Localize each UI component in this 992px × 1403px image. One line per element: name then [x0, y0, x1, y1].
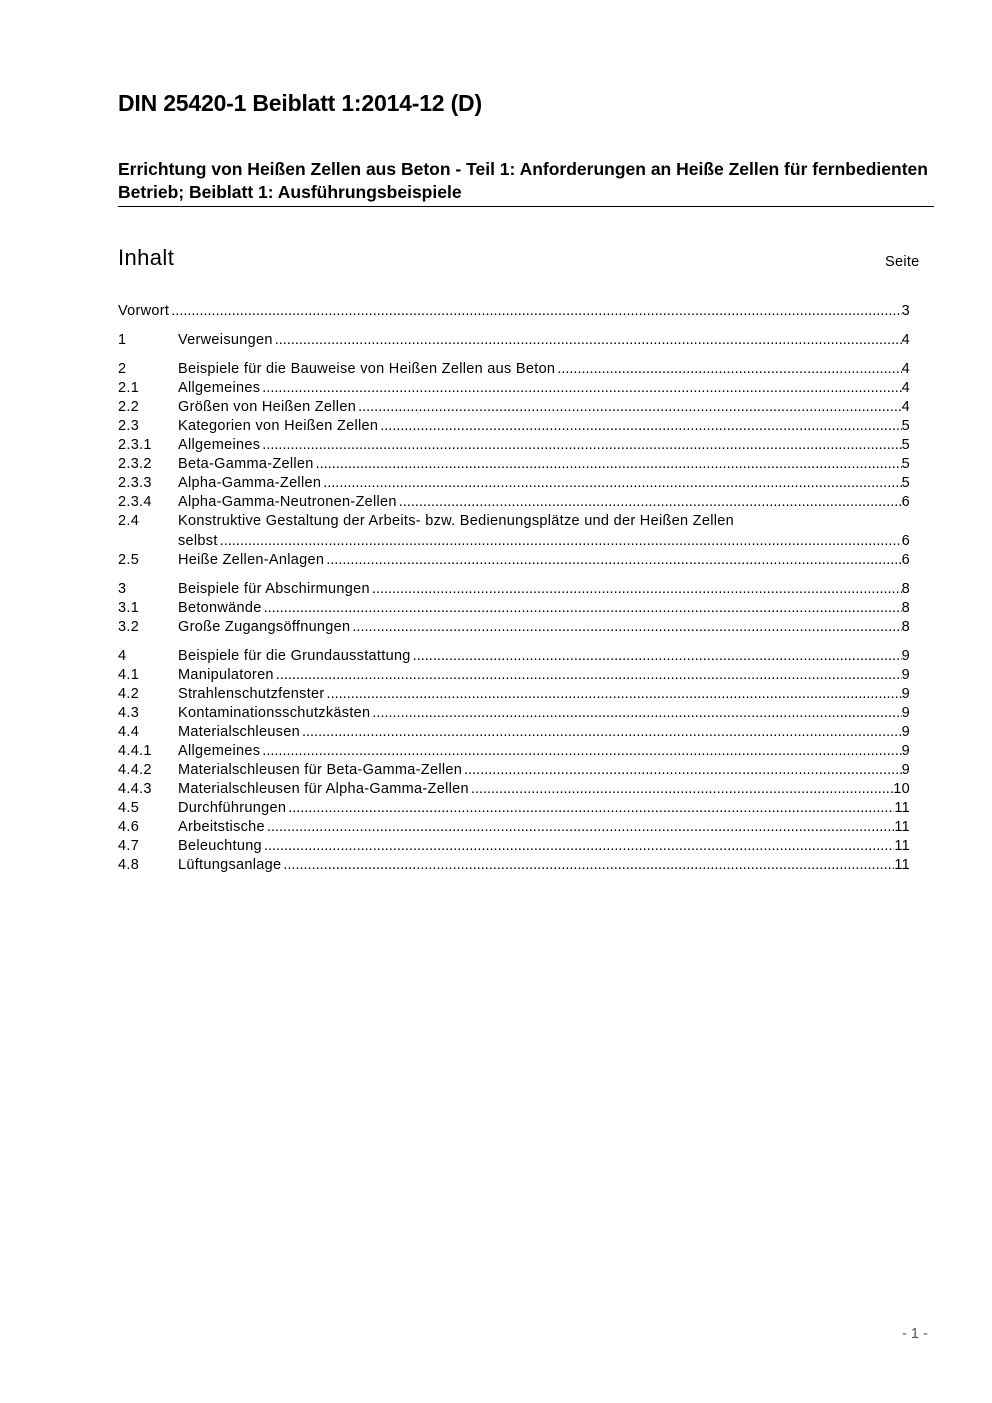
toc-entry-2-5[interactable]	[118, 551, 910, 570]
toc-leader-dots	[557, 360, 901, 379]
toc-entry-number: 4.4.2	[118, 762, 152, 778]
toc-leader-dots	[372, 580, 902, 599]
toc-leader-dots	[262, 379, 901, 398]
toc-entry-4-1[interactable]	[118, 666, 910, 685]
toc-entry-page: 4	[901, 399, 910, 415]
toc-entry-number: 4	[118, 648, 127, 664]
toc-leader-dots	[220, 532, 902, 551]
toc-entry-page: 4	[901, 380, 910, 396]
toc-entry-page: 9	[901, 686, 910, 702]
toc-entry-4-2[interactable]	[118, 685, 910, 704]
toc-leader-dots	[471, 780, 893, 799]
toc-leader-dots	[413, 647, 902, 666]
toc-leader-dots	[326, 551, 901, 570]
toc-entry-3[interactable]	[118, 580, 910, 599]
toc-leader-dots	[380, 417, 901, 436]
toc-entry-page: 4	[901, 361, 910, 377]
toc-entry-4[interactable]	[118, 647, 910, 666]
toc-entry-4-4-3[interactable]	[118, 780, 910, 799]
toc-entry-2-3-3[interactable]	[118, 474, 910, 493]
toc-entry-number: 4.1	[118, 667, 140, 683]
toc-entry-page: 11	[894, 857, 910, 873]
toc-leader-dots	[464, 761, 902, 780]
toc-heading: Inhalt	[118, 245, 175, 270]
toc-leader-dots	[262, 742, 901, 761]
toc-entry-number: 2.2	[118, 399, 140, 415]
toc-entry-title: Beispiele für Abschirmungen	[178, 581, 370, 597]
toc-entry-title: Arbeitstische	[178, 819, 265, 835]
toc-leader-dots	[283, 856, 894, 875]
toc-entry-number: 3.2	[118, 619, 140, 635]
toc-entry-page: 9	[901, 648, 910, 664]
toc-entry-page: 9	[901, 724, 910, 740]
toc-entry-2-2[interactable]	[118, 398, 910, 417]
toc-leader-dots	[327, 685, 902, 704]
toc-entry-title: Konstruktive Gestaltung der Arbeits- bzw. Bedienungsplätze und der Heißen Zellen	[178, 513, 734, 529]
toc-leader-dots	[323, 474, 901, 493]
toc-entry-page: 9	[901, 743, 910, 759]
toc-leader-dots	[316, 455, 902, 474]
toc-leader-dots	[264, 599, 902, 618]
toc-entry-4-3[interactable]	[118, 704, 910, 723]
toc-entry-title: Vorwort	[118, 303, 170, 319]
toc-entry-number: 2.3	[118, 418, 140, 434]
toc-entry-4-7[interactable]	[118, 837, 910, 856]
toc-entry-2-4[interactable]	[118, 512, 910, 531]
toc-entry-page: 8	[901, 581, 910, 597]
toc-entry-number: 2.1	[118, 380, 140, 396]
toc-entry-4-4[interactable]	[118, 723, 910, 742]
toc-entry-number: 4.4.1	[118, 743, 152, 759]
toc-entry-page: 6	[901, 552, 910, 568]
toc-entry-2-1[interactable]	[118, 379, 910, 398]
toc-entry-4-5[interactable]	[118, 799, 910, 818]
toc-entry-title: Beta-Gamma-Zellen	[178, 456, 314, 472]
toc-entry-number: 2	[118, 361, 127, 377]
toc-leader-dots	[276, 666, 902, 685]
toc-entry-page: 10	[893, 781, 910, 797]
toc-entry-page: 8	[901, 619, 910, 635]
toc-entry-number: 3.1	[118, 600, 140, 616]
toc-entry-page: 3	[901, 303, 910, 319]
toc-entry-title: Materialschleusen	[178, 724, 300, 740]
toc-entry-2-3-2[interactable]	[118, 455, 910, 474]
toc-entry-page: 9	[901, 762, 910, 778]
toc-entry-title: Beispiele für die Grundausstattung	[178, 648, 411, 664]
toc-entry-4-6[interactable]	[118, 818, 910, 837]
toc-entry-page: 9	[901, 705, 910, 721]
toc-entry-number: 4.4.3	[118, 781, 152, 797]
toc-entry-page: 11	[894, 838, 910, 854]
toc-entry-title: Alpha-Gamma-Zellen	[178, 475, 322, 491]
toc-entry-page: 5	[901, 437, 910, 453]
document-subtitle: Errichtung von Heißen Zellen aus Beton - Teil 1: Anforderungen an Heiße Zellen für fernbedienten Betrieb; Beiblatt 1: Ausführungsbeispiele	[118, 159, 928, 202]
toc-entry-title: Beispiele für die Bauweise von Heißen Zellen aus Beton	[178, 361, 556, 377]
toc-entry-title: Manipulatoren	[178, 667, 274, 683]
toc-entry-page: 6	[901, 494, 910, 510]
toc-entry-number: 4.8	[118, 857, 140, 873]
toc-leader-dots	[358, 398, 902, 417]
toc-entry-1[interactable]	[118, 331, 910, 350]
toc-entry-title: Allgemeines	[178, 437, 261, 453]
toc-entry-4-8[interactable]	[118, 856, 910, 875]
toc-entry-number: 2.3.3	[118, 475, 152, 491]
toc-entry-number: 4.5	[118, 800, 140, 816]
toc-entry-3-2[interactable]	[118, 618, 910, 637]
toc-entry-2-3-4[interactable]	[118, 493, 910, 512]
page-number: - 1 -	[902, 1326, 928, 1342]
toc-page-column-label: Seite	[885, 254, 920, 270]
toc-leader-dots	[262, 436, 901, 455]
toc-leader-dots	[264, 837, 894, 856]
toc-entry-4-4-1[interactable]	[118, 742, 910, 761]
toc-entry-3-1[interactable]	[118, 599, 910, 618]
toc-entry-number: 4.7	[118, 838, 140, 854]
toc-entry-page: 5	[901, 418, 910, 434]
toc-entry-page: 5	[901, 475, 910, 491]
toc-leader-dots	[275, 331, 902, 350]
toc-entry-title: Verweisungen	[178, 332, 273, 348]
toc-entry-title: Allgemeines	[178, 743, 261, 759]
toc-entry-title: Große Zugangsöffnungen	[178, 619, 351, 635]
toc-entry-title-continuation: selbst	[178, 533, 218, 549]
toc-entry-number: 4.2	[118, 686, 140, 702]
toc-entry-number: 1	[118, 332, 127, 348]
toc-leader-dots	[352, 618, 901, 637]
toc-entry-number: 2.3.4	[118, 494, 152, 510]
toc-entry-title: Beleuchtung	[178, 838, 262, 854]
toc-entry-title: Allgemeines	[178, 380, 261, 396]
toc-leader-dots	[171, 302, 901, 321]
toc-entry-page: 9	[901, 667, 910, 683]
toc-entry-title: Durchführungen	[178, 800, 287, 816]
toc-entry-page: 11	[894, 800, 910, 816]
toc-entry-2-3[interactable]	[118, 417, 910, 436]
toc-entry-page: 8	[901, 600, 910, 616]
toc-entry-vorwort[interactable]	[118, 302, 910, 321]
toc-entry-4-4-2[interactable]	[118, 761, 910, 780]
toc-entry-title: Materialschleusen für Beta-Gamma-Zellen	[178, 762, 463, 778]
toc-entry-number: 4.3	[118, 705, 140, 721]
toc-entry-title: Strahlenschutzfenster	[178, 686, 325, 702]
toc-entry-number: 2.3.1	[118, 437, 152, 453]
toc-entry-number: 4.6	[118, 819, 140, 835]
toc-entry-title: Lüftungsanlage	[178, 857, 282, 873]
title-divider	[118, 206, 934, 207]
toc-entry-title: Heiße Zellen-Anlagen	[178, 552, 325, 568]
toc-entry-number: 2.4	[118, 513, 140, 529]
toc-entry-page: 4	[901, 332, 910, 348]
toc-entry-title: Kategorien von Heißen Zellen	[178, 418, 379, 434]
toc-entry-page: 5	[901, 456, 910, 472]
toc-entry-title: Kontaminationsschutzkästen	[178, 705, 371, 721]
toc-entry-title: Betonwände	[178, 600, 262, 616]
toc-entry-2[interactable]	[118, 360, 910, 379]
toc-entry-title: Materialschleusen für Alpha-Gamma-Zellen	[178, 781, 469, 797]
toc-entry-number: 4.4	[118, 724, 140, 740]
toc-entry-title: Alpha-Gamma-Neutronen-Zellen	[178, 494, 397, 510]
toc-entry-2-4-continuation[interactable]	[118, 532, 910, 551]
toc-entry-page: 11	[894, 819, 910, 835]
toc-leader-dots	[267, 818, 894, 837]
toc-entry-number: 2.3.2	[118, 456, 152, 472]
toc-leader-dots	[372, 704, 901, 723]
toc-entry-number: 3	[118, 581, 127, 597]
toc-entry-title: Größen von Heißen Zellen	[178, 399, 357, 415]
document-title: DIN 25420-1 Beiblatt 1:2014-12 (D)	[118, 90, 482, 116]
toc-entry-number: 2.5	[118, 552, 140, 568]
toc-entry-2-3-1[interactable]	[118, 436, 910, 455]
toc-leader-dots	[288, 799, 894, 818]
toc-leader-dots	[399, 493, 902, 512]
toc-entry-page: 6	[901, 533, 910, 549]
toc-leader-dots	[302, 723, 902, 742]
